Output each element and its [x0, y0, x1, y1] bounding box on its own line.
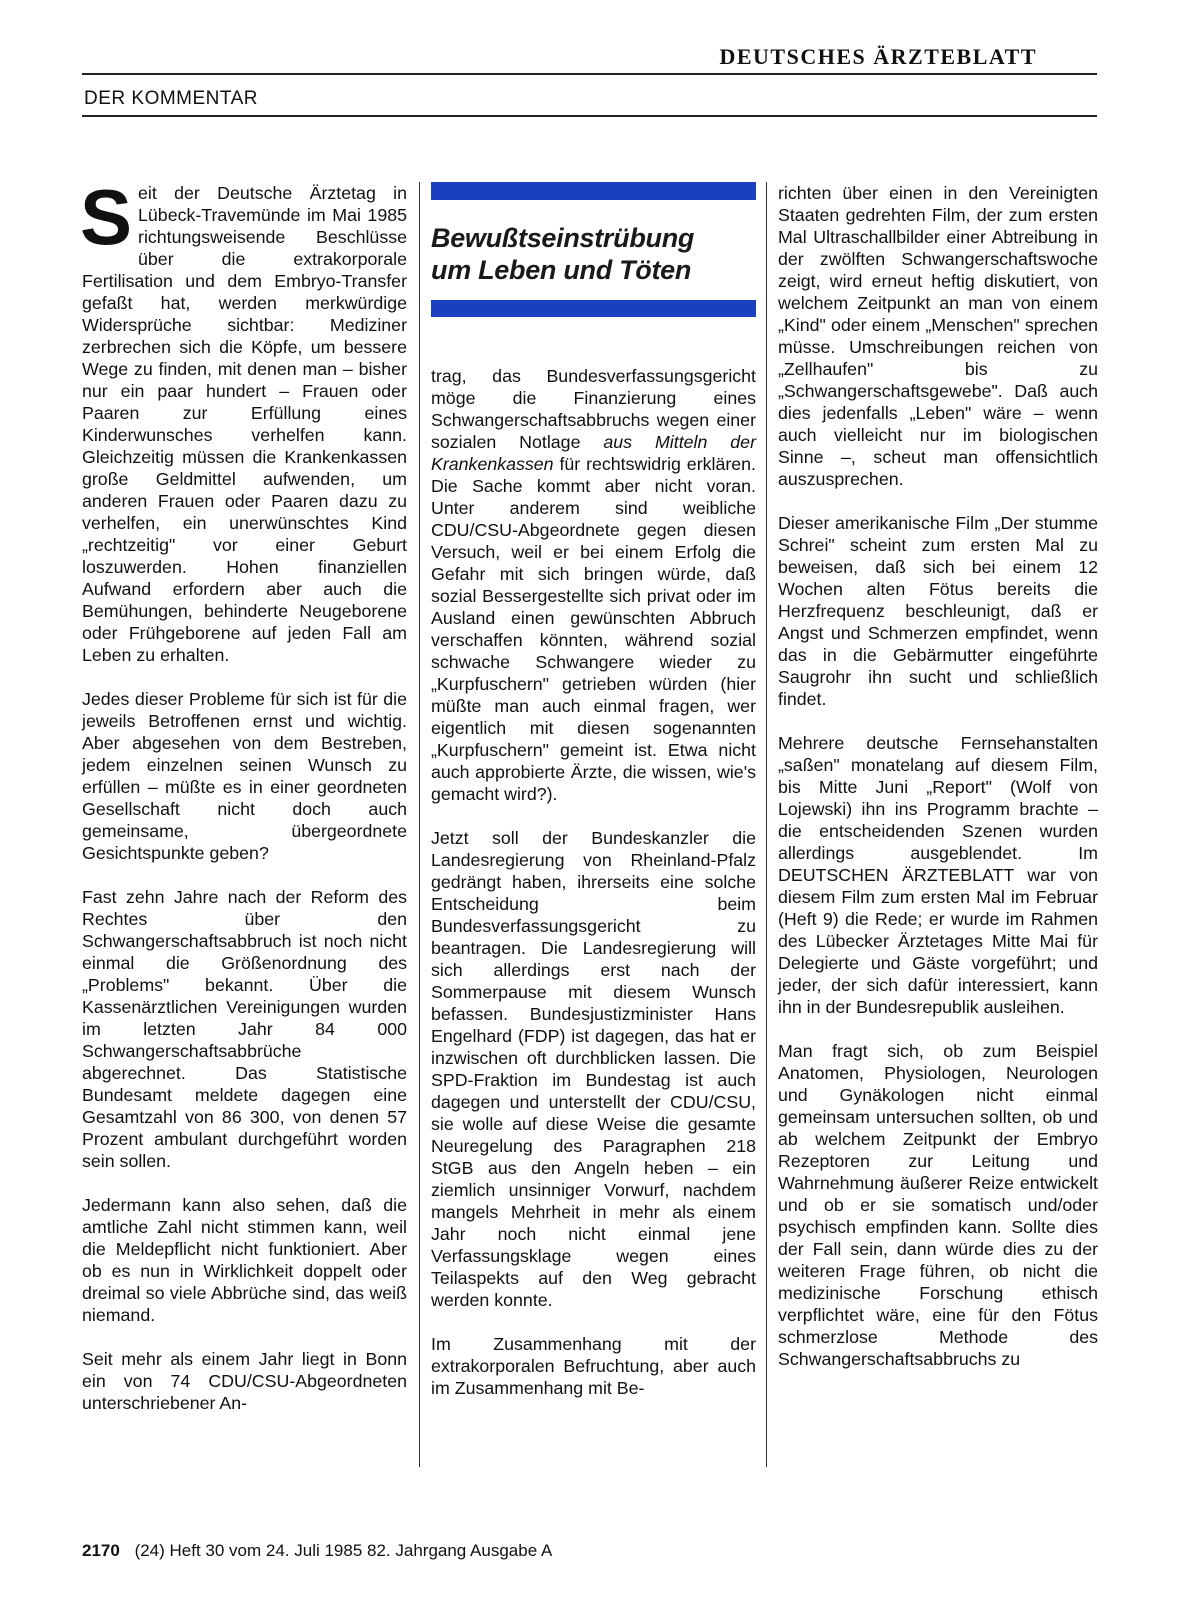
column-3 [778, 182, 1098, 1392]
headline-line-2: um Leben und Töten [431, 255, 692, 285]
paragraph [80, 173, 407, 666]
column-divider [766, 182, 767, 1467]
issue-info: (24) Heft 30 vom 24. Juli 1985 82. Jahrgang Ausgabe A [134, 1541, 553, 1560]
paragraph: Jedermann kann also sehen, daß die amtliche Zahl nicht stimmen kann, weil die Meldepflicht nicht funktioniert. Aber ob es nun in Wirklichkeit doppelt oder dreimal so viele Abbrüche sind, das weiß niemand. [82, 1195, 407, 1325]
paragraph: Jetzt soll der Bundeskanzler die Landesregierung von Rheinland-Pfalz gedrängt haben, ihrerseits eine solche Entscheidung beim Bundesverfassungsgericht zu beantragen. Die Landesregierung will sich allerdings erst nach der Sommerpause mit diesem Wunsch befassen. Bundesjustizminister Hans Engelhard (FDP) ist dagegen, das hat er inzwischen oft durchblicken lassen. Die SPD-Fraktion im Bundestag ist auch dagegen und unterstellt der CDU/CSU, sie wolle auf diese Weise die gesamte Neuregelung des Paragraphen 218 StGB aus den Angeln heben – ein ziemlich unsinniger Vorwurf, nachdem mangels Mehrheit in mehr als einem Jahr noch nicht einmal jene Verfassungsklage wegen eines Teilaspekts auf den Weg gebracht werden konnte. [431, 828, 756, 1310]
paragraph: Seit mehr als einem Jahr liegt in Bonn ein von 74 CDU/CSU-Abgeordneten unterschriebener An- [82, 1349, 407, 1413]
paragraph-text: eit der Deutsche Ärztetag in Lübeck-Travemünde im Mai 1985 richtungsweisende Beschlüsse über die extrakorporale Fertilisation und dem Embryo-Transfer gefaßt hat, werden merkwürdige Widersprüche sichtbar: Mediziner zerbrechen sich die Köpfe, um bessere Wege zu finden, mit denen man – bisher nur ein paar hundert – Frauen oder Paaren zur Erfüllung eines Kinderwunsches verhelfen kann. Gleichzeitig müssen die Krankenkassen große Geldmittel aufwenden, um anderen Frauen oder Paaren dazu zu verhelfen, ein unerwünschtes Kind „rechtzeitig" vor einer Geburt loszuwerden. Hohen finanziellen Aufwand erfordern aber auch die Bemühungen, behinderte Neugeborene oder Frühgeborene auf jeden Fall am Leben zu erhalten. [82, 183, 407, 665]
headline-box [431, 182, 756, 317]
paragraph: richten über einen in den Vereinigten Staaten gedrehten Film, der zum ersten Mal Ultraschallbilder einer Abtreibung in der zwölften Schwangerschaftswoche zeigt, wird erneut heftig diskutiert, von welchem Zeitpunkt an man von einem „Kind" oder einem „Menschen" sprechen müsse. Umschreibungen reichen von „Zellhaufen" bis zu „Schwangerschaftsgewebe". Daß auch dies jedenfalls „Leben" wäre – wenn auch vielleicht nur im biologischen Sinne –, scheut man offensichtlich auszusprechen. [778, 183, 1098, 489]
masthead [82, 44, 1097, 70]
paragraph-text: trag, das Bundesverfassungsgericht möge die Finanzierung eines Schwangerschaftsabbruchs wegen einer sozialen Notlage [431, 366, 756, 452]
accent-bar-top [431, 182, 756, 200]
paragraph: Dieser amerikanische Film „Der stumme Schrei" scheint zum ersten Mal zu beweisen, daß sich bei einem 12 Wochen alten Fötus bereits die Herzfrequenz beschleunigt, daß er Angst und Schmerzen empfindet, wenn das in die Gebärmutter eingeführte Saugrohr ihn sucht und schließlich findet. [778, 513, 1098, 709]
page-footer [82, 1541, 552, 1561]
masthead-rule [82, 73, 1097, 75]
emphasis-text: aus Mitteln der Krankenkassen [431, 432, 756, 474]
column-1 [80, 173, 407, 1436]
headline-line-1: Bewußtseinstrübung [431, 223, 695, 253]
paragraph: Jedes dieser Probleme für sich ist für die jeweils Betroffenen ernst und wichtig. Aber abgesehen von dem Bestreben, jedem einzelnen seinen Wunsch zu erfüllen – müßte es in einer geordneten Gesellschaft nicht doch auch gemeinsame, übergeordnete Gesichtspunkte geben? [82, 689, 407, 863]
paragraph: Im Zusammenhang mit der extrakorporalen Befruchtung, aber auch im Zusammenhang mit Be- [431, 1334, 756, 1398]
paragraph-text: für rechtswidrig erklären. Die Sache kommt aber nicht voran. Unter anderem sind weibliche CDU/CSU-Abgeordnete gegen diesen Versuch, weil er bei einem Erfolg die Gefahr mit sich bringen würde, daß sozial Bessergestellte sich privat oder im Ausland einen gewünschten Abbruch verschaffen könnten, während sozial schwache Schwangere wieder zu „Kurpfuschern" getrieben würden (hier müßte man auch einmal fragen, wer eigentlich mit diesen sogenannten „Kurpfuschern" gemeint ist. Etwa nicht auch approbierte Ärzte, die wissen, wie's gemacht wird?). [431, 454, 756, 804]
paragraph: Mehrere deutsche Fernsehanstalten „saßen" monatelang auf diesem Film, bis Mitte Juni „Report" (Wolf von Lojewski) ihn ins Programm brachte – die entscheidenden Szenen wurden allerdings ausgeblendet. Im DEUTSCHEN ÄRZTEBLATT war von diesem Film zum ersten Mal im Februar (Heft 9) die Rede; er wurde im Rahmen des Lübecker Ärztetages Mitte Mai für Delegierte und Gäste vorgeführt; und jeder, der sich dafür interessiert, kann ihn in der Bundesrepublik ausleihen. [778, 733, 1098, 1017]
section-label: DER KOMMENTAR [84, 88, 258, 109]
accent-bar-bottom [431, 300, 756, 317]
masthead-title: DEUTSCHES ÄRZTEBLATT [719, 44, 1037, 69]
paragraph [431, 365, 756, 805]
drop-cap: S [80, 173, 133, 261]
column-2 [431, 365, 756, 1421]
page-number: 2170 [82, 1541, 120, 1560]
column-divider [419, 182, 420, 1467]
section-rule [82, 115, 1097, 117]
headline [431, 222, 756, 286]
paragraph: Man fragt sich, ob zum Beispiel Anatomen, Physiologen, Neurologen und Gynäkologen nicht einmal gemeinsam untersuchen sollten, ob und ab welchem Zeitpunkt der Embryo Rezeptoren zur Leitung und Wahrnehmung äußerer Reize entwickelt und ob er sie somatisch und/oder psychisch empfinden kann. Sollte dies der Fall sein, dann würde dies zu der weiteren Frage führen, ob nicht die medizinische Forschung ethisch verpflichtet wäre, eine für den Fötus schmerzlose Methode des Schwangerschaftsabbruchs zu [778, 1041, 1098, 1369]
paragraph: Fast zehn Jahre nach der Reform des Rechtes über den Schwangerschaftsabbruch ist noch nicht einmal die Größenordnung des „Problems" bekannt. Über die Kassenärztlichen Vereinigungen wurden im letzten Jahr 84 000 Schwangerschaftsabbrüche abgerechnet. Das Statistische Bundesamt meldete dagegen eine Gesamtzahl von 86 300, von denen 57 Prozent ambulant durchgeführt worden sein sollen. [82, 887, 407, 1171]
